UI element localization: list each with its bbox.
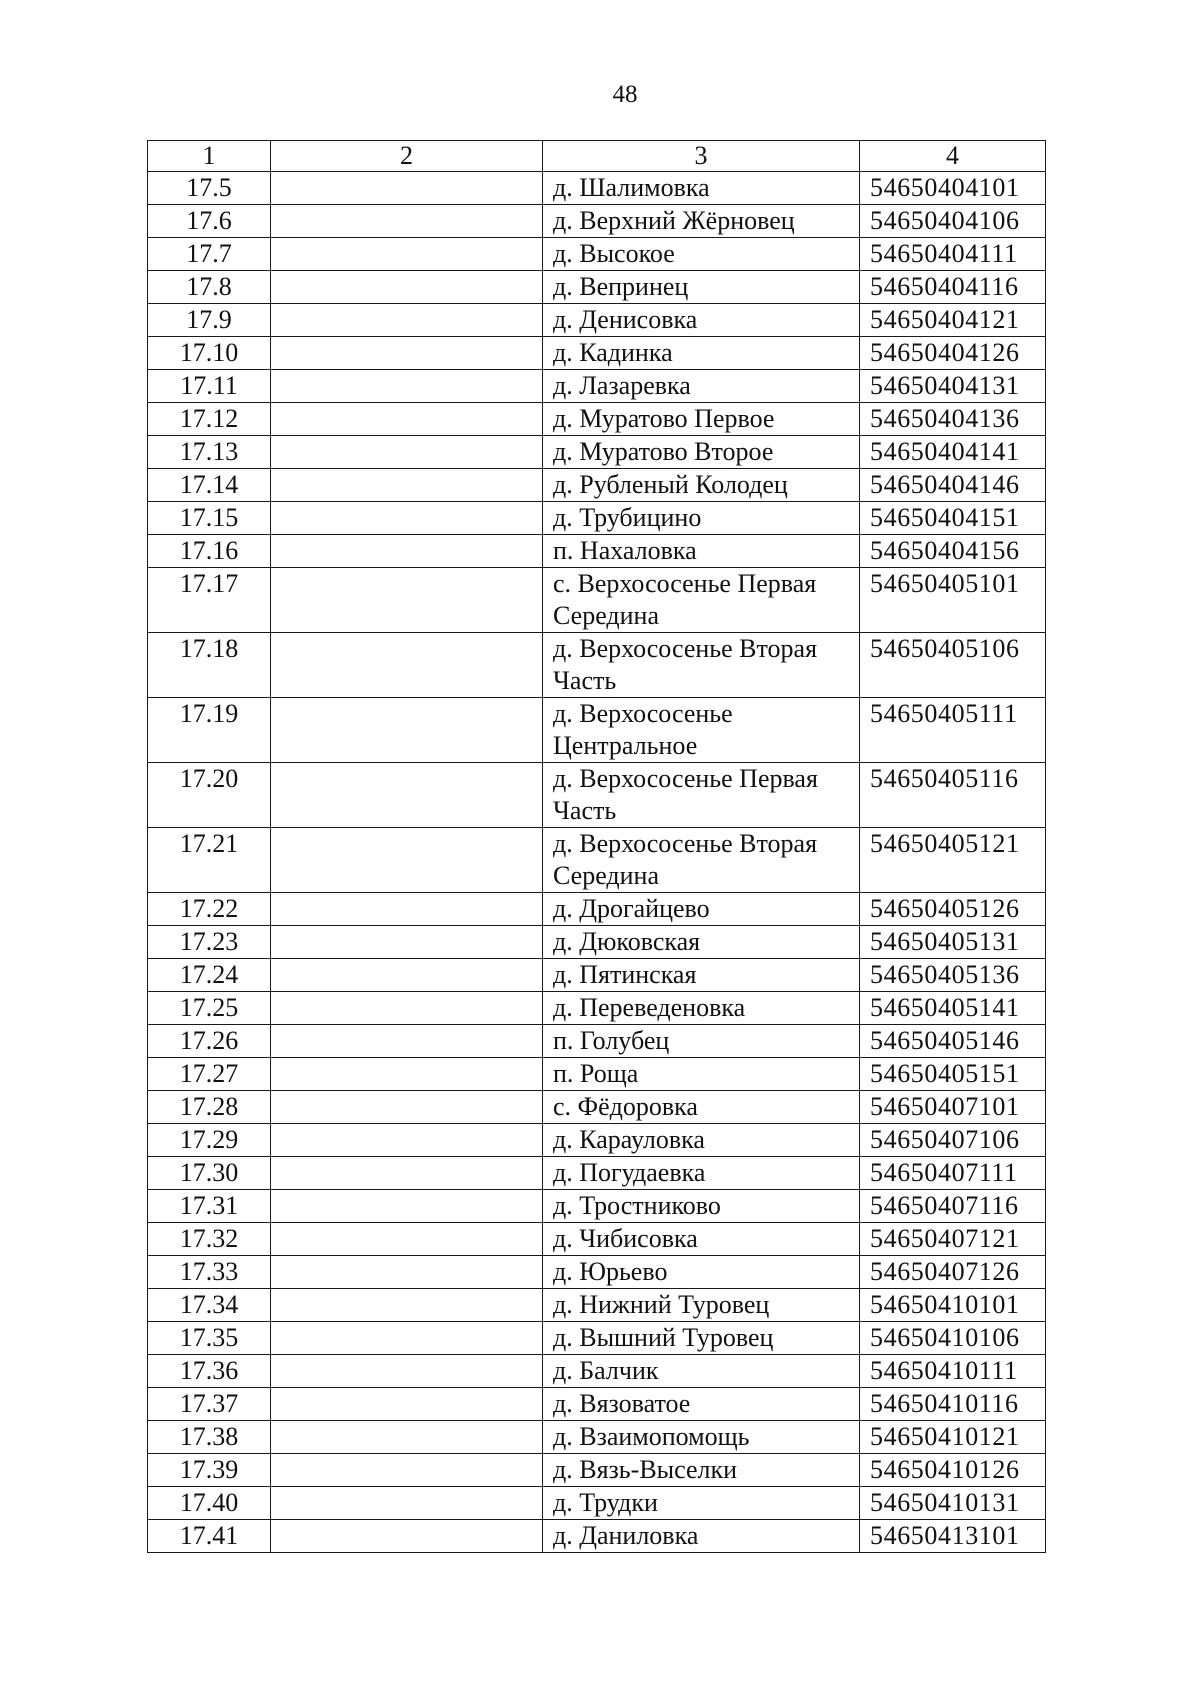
- empty-column-2-cell: [271, 271, 543, 304]
- oktmo-code-cell: 54650404146: [860, 469, 1046, 502]
- table-row: [148, 1256, 1046, 1289]
- empty-column-2-cell: [271, 1322, 543, 1355]
- table-row: [148, 633, 1046, 698]
- row-number-cell: 17.7: [148, 238, 271, 271]
- row-number-cell: 17.36: [148, 1355, 271, 1388]
- oktmo-code-cell: 54650410121: [860, 1421, 1046, 1454]
- table-row: [148, 1223, 1046, 1256]
- row-number-cell: 17.37: [148, 1388, 271, 1421]
- table-row: [148, 271, 1046, 304]
- oktmo-code-cell: 54650405106: [860, 633, 1046, 698]
- table-row: [148, 1025, 1046, 1058]
- empty-column-2-cell: [271, 205, 543, 238]
- settlement-name-cell: д. Верхний Жёрновец: [543, 205, 860, 238]
- empty-column-2-cell: [271, 535, 543, 568]
- oktmo-code-cell: 54650410111: [860, 1355, 1046, 1388]
- oktmo-code-cell: 54650410101: [860, 1289, 1046, 1322]
- oktmo-code-cell: 54650407111: [860, 1157, 1046, 1190]
- empty-column-2-cell: [271, 436, 543, 469]
- oktmo-code-cell: 54650405101: [860, 568, 1046, 633]
- oktmo-code-cell: 54650404106: [860, 205, 1046, 238]
- row-number-cell: 17.34: [148, 1289, 271, 1322]
- oktmo-code-cell: 54650405136: [860, 959, 1046, 992]
- settlement-name-cell: д. Верхососенье Вторая Середина: [543, 828, 860, 893]
- settlement-name-cell: д. Высокое: [543, 238, 860, 271]
- row-number-cell: 17.29: [148, 1124, 271, 1157]
- oktmo-code-cell: 54650404126: [860, 337, 1046, 370]
- empty-column-2-cell: [271, 1388, 543, 1421]
- oktmo-code-cell: 54650404136: [860, 403, 1046, 436]
- oktmo-code-cell: 54650404111: [860, 238, 1046, 271]
- oktmo-code-cell: 54650410131: [860, 1487, 1046, 1520]
- settlement-name-cell: д. Лазаревка: [543, 370, 860, 403]
- empty-column-2-cell: [271, 1289, 543, 1322]
- row-number-cell: 17.17: [148, 568, 271, 633]
- oktmo-code-cell: 54650407121: [860, 1223, 1046, 1256]
- settlement-name-cell: д. Дюковская: [543, 926, 860, 959]
- empty-column-2-cell: [271, 1157, 543, 1190]
- oktmo-code-cell: 54650413101: [860, 1520, 1046, 1553]
- settlement-name-cell: д. Вязь-Выселки: [543, 1454, 860, 1487]
- settlement-name-cell: п. Нахаловка: [543, 535, 860, 568]
- empty-column-2-cell: [271, 502, 543, 535]
- empty-column-2-cell: [271, 828, 543, 893]
- header-col-4: 4: [860, 141, 1046, 172]
- oktmo-code-cell: 54650407116: [860, 1190, 1046, 1223]
- table-row: [148, 469, 1046, 502]
- row-number-cell: 17.15: [148, 502, 271, 535]
- table-row: [148, 304, 1046, 337]
- settlement-name-cell: д. Тростниково: [543, 1190, 860, 1223]
- oktmo-code-cell: 54650407101: [860, 1091, 1046, 1124]
- table-row: [148, 238, 1046, 271]
- settlement-name-cell: д. Рубленый Колодец: [543, 469, 860, 502]
- row-number-cell: 17.40: [148, 1487, 271, 1520]
- empty-column-2-cell: [271, 403, 543, 436]
- settlement-name-cell: д. Кадинка: [543, 337, 860, 370]
- oktmo-code-cell: 54650410126: [860, 1454, 1046, 1487]
- table-row: [148, 1190, 1046, 1223]
- oktmo-code-cell: 54650405116: [860, 763, 1046, 828]
- table-row: [148, 1124, 1046, 1157]
- empty-column-2-cell: [271, 172, 543, 205]
- row-number-cell: 17.26: [148, 1025, 271, 1058]
- row-number-cell: 17.13: [148, 436, 271, 469]
- row-number-cell: 17.33: [148, 1256, 271, 1289]
- row-number-cell: 17.41: [148, 1520, 271, 1553]
- settlement-name-cell: д. Взаимопомощь: [543, 1421, 860, 1454]
- settlement-name-cell: д. Трудки: [543, 1487, 860, 1520]
- oktmo-code-cell: 54650410116: [860, 1388, 1046, 1421]
- oktmo-code-cell: 54650410106: [860, 1322, 1046, 1355]
- empty-column-2-cell: [271, 1223, 543, 1256]
- settlement-name-cell: д. Вышний Туровец: [543, 1322, 860, 1355]
- oktmo-code-cell: 54650404131: [860, 370, 1046, 403]
- settlement-name-cell: д. Муратово Первое: [543, 403, 860, 436]
- table-row: [148, 698, 1046, 763]
- settlement-name-cell: д. Дрогайцево: [543, 893, 860, 926]
- table-row: [148, 893, 1046, 926]
- header-col-2: 2: [271, 141, 543, 172]
- table-row: [148, 763, 1046, 828]
- row-number-cell: 17.14: [148, 469, 271, 502]
- oktmo-code-cell: 54650407106: [860, 1124, 1046, 1157]
- table-row: [148, 337, 1046, 370]
- table-row: [148, 1388, 1046, 1421]
- empty-column-2-cell: [271, 992, 543, 1025]
- row-number-cell: 17.19: [148, 698, 271, 763]
- row-number-cell: 17.21: [148, 828, 271, 893]
- table-row: [148, 205, 1046, 238]
- table-row: [148, 1421, 1046, 1454]
- empty-column-2-cell: [271, 1355, 543, 1388]
- table-row: [148, 1520, 1046, 1553]
- empty-column-2-cell: [271, 1454, 543, 1487]
- empty-column-2-cell: [271, 959, 543, 992]
- header-col-3: 3: [543, 141, 860, 172]
- empty-column-2-cell: [271, 1058, 543, 1091]
- settlement-name-cell: д. Шалимовка: [543, 172, 860, 205]
- settlement-name-cell: д. Переведеновка: [543, 992, 860, 1025]
- empty-column-2-cell: [271, 1124, 543, 1157]
- settlement-name-cell: д. Трубицино: [543, 502, 860, 535]
- settlement-name-cell: д. Карауловка: [543, 1124, 860, 1157]
- table-row: [148, 1487, 1046, 1520]
- row-number-cell: 17.39: [148, 1454, 271, 1487]
- table-row: [148, 926, 1046, 959]
- table-row: [148, 172, 1046, 205]
- oktmo-code-cell: 54650405131: [860, 926, 1046, 959]
- row-number-cell: 17.16: [148, 535, 271, 568]
- row-number-cell: 17.12: [148, 403, 271, 436]
- empty-column-2-cell: [271, 633, 543, 698]
- empty-column-2-cell: [271, 469, 543, 502]
- oktmo-code-cell: 54650404151: [860, 502, 1046, 535]
- oktmo-code-cell: 54650405141: [860, 992, 1046, 1025]
- settlement-name-cell: с. Верхососенье Первая Середина: [543, 568, 860, 633]
- empty-column-2-cell: [271, 1091, 543, 1124]
- empty-column-2-cell: [271, 763, 543, 828]
- row-number-cell: 17.9: [148, 304, 271, 337]
- settlement-name-cell: д. Вепринец: [543, 271, 860, 304]
- table-row: [148, 992, 1046, 1025]
- oktmo-code-cell: 54650404121: [860, 304, 1046, 337]
- settlement-name-cell: п. Роща: [543, 1058, 860, 1091]
- row-number-cell: 17.32: [148, 1223, 271, 1256]
- row-number-cell: 17.24: [148, 959, 271, 992]
- row-number-cell: 17.35: [148, 1322, 271, 1355]
- row-number-cell: 17.31: [148, 1190, 271, 1223]
- table-row: [148, 828, 1046, 893]
- oktmo-code-cell: 54650405121: [860, 828, 1046, 893]
- row-number-cell: 17.25: [148, 992, 271, 1025]
- row-number-cell: 17.28: [148, 1091, 271, 1124]
- empty-column-2-cell: [271, 337, 543, 370]
- table-row: [148, 959, 1046, 992]
- settlement-name-cell: д. Денисовка: [543, 304, 860, 337]
- empty-column-2-cell: [271, 926, 543, 959]
- table-row: [148, 535, 1046, 568]
- empty-column-2-cell: [271, 1256, 543, 1289]
- row-number-cell: 17.8: [148, 271, 271, 304]
- empty-column-2-cell: [271, 893, 543, 926]
- row-number-cell: 17.30: [148, 1157, 271, 1190]
- empty-column-2-cell: [271, 698, 543, 763]
- oktmo-code-cell: 54650405151: [860, 1058, 1046, 1091]
- row-number-cell: 17.38: [148, 1421, 271, 1454]
- empty-column-2-cell: [271, 1190, 543, 1223]
- empty-column-2-cell: [271, 1520, 543, 1553]
- row-number-cell: 17.5: [148, 172, 271, 205]
- oktmo-code-cell: 54650405111: [860, 698, 1046, 763]
- settlement-name-cell: д. Нижний Туровец: [543, 1289, 860, 1322]
- row-number-cell: 17.10: [148, 337, 271, 370]
- page-number: 48: [612, 81, 638, 108]
- settlement-name-cell: д. Вязоватое: [543, 1388, 860, 1421]
- settlement-name-cell: д. Верхососенье Вторая Часть: [543, 633, 860, 698]
- row-number-cell: 17.20: [148, 763, 271, 828]
- settlement-name-cell: д. Погудаевка: [543, 1157, 860, 1190]
- settlement-name-cell: д. Балчик: [543, 1355, 860, 1388]
- table-row: [148, 403, 1046, 436]
- settlement-name-cell: д. Верхососенье Центральное: [543, 698, 860, 763]
- table-row: [148, 1454, 1046, 1487]
- header-col-1: 1: [148, 141, 271, 172]
- empty-column-2-cell: [271, 568, 543, 633]
- empty-column-2-cell: [271, 238, 543, 271]
- table-row: [148, 568, 1046, 633]
- settlement-name-cell: д. Юрьево: [543, 1256, 860, 1289]
- table-body: [148, 172, 1046, 1553]
- settlement-name-cell: д. Пятинская: [543, 959, 860, 992]
- table-row: [148, 370, 1046, 403]
- oktmo-code-cell: 54650405146: [860, 1025, 1046, 1058]
- empty-column-2-cell: [271, 1487, 543, 1520]
- table-row: [148, 1058, 1046, 1091]
- oktmo-code-cell: 54650404101: [860, 172, 1046, 205]
- empty-column-2-cell: [271, 304, 543, 337]
- settlements-table: [147, 140, 1046, 1553]
- settlement-name-cell: д. Верхососенье Первая Часть: [543, 763, 860, 828]
- oktmo-code-cell: 54650407126: [860, 1256, 1046, 1289]
- row-number-cell: 17.23: [148, 926, 271, 959]
- row-number-cell: 17.18: [148, 633, 271, 698]
- table-row: [148, 1157, 1046, 1190]
- table-row: [148, 1322, 1046, 1355]
- settlement-name-cell: д. Даниловка: [543, 1520, 860, 1553]
- table-header-row: [148, 141, 1046, 172]
- oktmo-code-cell: 54650404156: [860, 535, 1046, 568]
- row-number-cell: 17.27: [148, 1058, 271, 1091]
- oktmo-code-cell: 54650404116: [860, 271, 1046, 304]
- table-row: [148, 1355, 1046, 1388]
- empty-column-2-cell: [271, 1421, 543, 1454]
- table-row: [148, 502, 1046, 535]
- table-row: [148, 436, 1046, 469]
- settlement-name-cell: д. Муратово Второе: [543, 436, 860, 469]
- settlement-name-cell: д. Чибисовка: [543, 1223, 860, 1256]
- empty-column-2-cell: [271, 370, 543, 403]
- row-number-cell: 17.22: [148, 893, 271, 926]
- oktmo-code-cell: 54650405126: [860, 893, 1046, 926]
- empty-column-2-cell: [271, 1025, 543, 1058]
- table-row: [148, 1289, 1046, 1322]
- table-row: [148, 1091, 1046, 1124]
- settlement-name-cell: с. Фёдоровка: [543, 1091, 860, 1124]
- row-number-cell: 17.6: [148, 205, 271, 238]
- oktmo-code-cell: 54650404141: [860, 436, 1046, 469]
- settlement-name-cell: п. Голубец: [543, 1025, 860, 1058]
- row-number-cell: 17.11: [148, 370, 271, 403]
